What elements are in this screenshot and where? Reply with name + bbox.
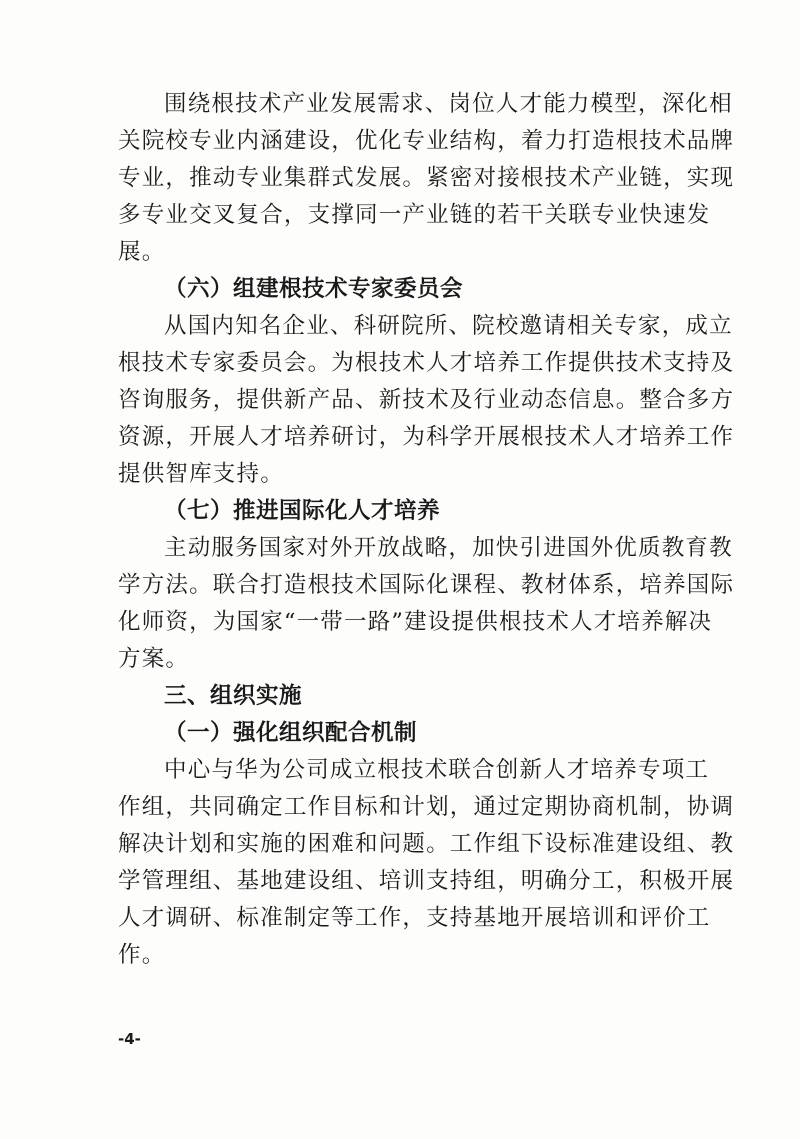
paragraph-line: 作组，共同确定工作目标和计划，通过定期协商机制，协调 xyxy=(118,794,735,820)
paragraph-line: 方案。 xyxy=(118,646,190,672)
page-number: -4- xyxy=(118,1030,141,1048)
paragraph-line: 从国内知名企业、科研院所、院校邀请相关专家，成立 xyxy=(164,313,733,339)
paragraph-major-construction xyxy=(118,86,735,271)
paragraph-line: 专业，推动专业集群式发展。紧密对接根技术产业链，实现 xyxy=(118,165,735,191)
paragraph-line: 中心与华为公司成立根技术联合创新人才培养专项工 xyxy=(164,757,710,783)
paragraph-line: 围绕根技术产业发展需求、岗位人才能力模型，深化相 xyxy=(164,91,733,117)
section-heading-international-talent: （七）推进国际化人才培养 xyxy=(164,498,441,524)
section-heading-expert-committee: （六）组建根技术专家委员会 xyxy=(164,276,464,302)
paragraph-line: 人才调研、标准制定等工作，支持基地开展培训和评价工 xyxy=(118,905,711,931)
paragraph-organization-mechanism xyxy=(118,752,735,974)
paragraph-international-talent xyxy=(118,530,735,678)
paragraph-line: 根技术专家委员会。为根技术人才培养工作提供技术支持及 xyxy=(118,350,735,376)
paragraph-line: 多专业交叉复合，支撑同一产业链的若干关联专业快速发 xyxy=(118,202,711,228)
paragraph-line: 主动服务国家对外开放战略，加快引进国外优质教育教 xyxy=(164,535,733,561)
section-heading-organization-mechanism: （一）强化组织配合机制 xyxy=(164,720,418,746)
paragraph-line: 学管理组、基地建设组、培训支持组，明确分工，积极开展 xyxy=(118,868,735,894)
paragraph-line: 学方法。联合打造根技术国际化课程、教材体系，培养国际 xyxy=(118,572,735,598)
paragraph-line: 咨询服务，提供新产品、新技术及行业动态信息。整合多方 xyxy=(118,387,735,413)
paragraph-line: 资源，开展人才培养研讨，为科学开展根技术人才培养工作 xyxy=(118,424,735,450)
paragraph-line: 作。 xyxy=(118,942,166,968)
paragraph-expert-committee xyxy=(118,308,735,493)
paragraph-line: 化师资，为国家“一带一路”建设提供根技术人才培养解决 xyxy=(118,609,713,635)
document-body xyxy=(118,86,735,974)
paragraph-line: 关院校专业内涵建设，优化专业结构，着力打造根技术品牌 xyxy=(118,128,735,154)
paragraph-line: 展。 xyxy=(118,239,166,265)
paragraph-line: 提供智库支持。 xyxy=(118,461,284,487)
chapter-heading-implementation: 三、组织实施 xyxy=(164,683,303,709)
paragraph-line: 解决计划和实施的困难和问题。工作组下设标准建设组、教 xyxy=(118,831,735,857)
